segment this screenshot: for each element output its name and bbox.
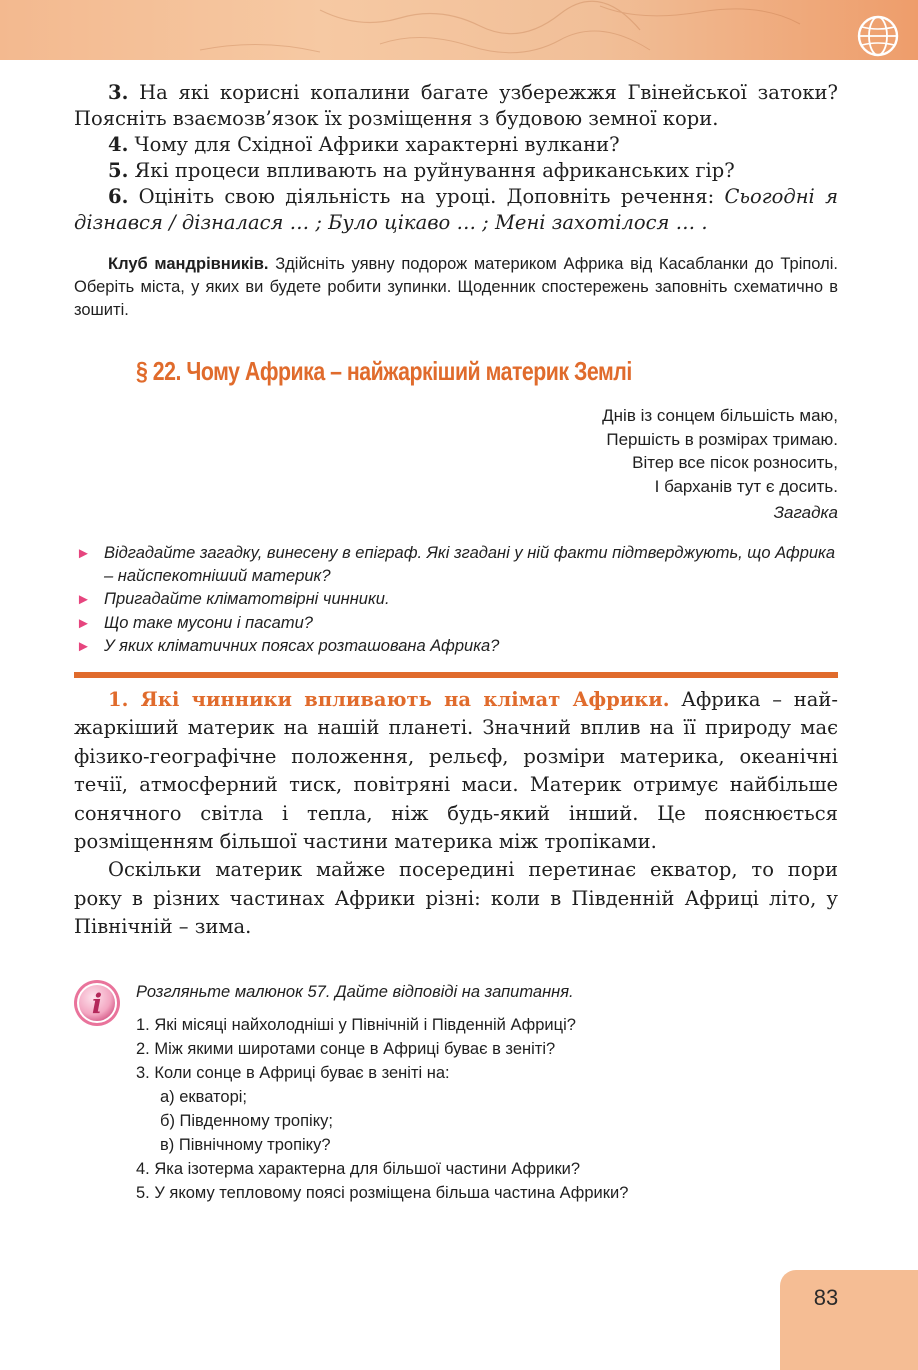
arrow-right-icon: ► bbox=[76, 591, 91, 609]
epigraph bbox=[418, 404, 838, 525]
info-icon bbox=[72, 978, 122, 1028]
epigraph-line: І барханів тут є досить. bbox=[654, 476, 838, 496]
question-5: 5. Які процеси впливають на руйнування африканських гір? bbox=[108, 159, 735, 182]
question-6: 6. Оцініть свою діяльність на уроці. Доповніть речення: Сьогодні я дізнався / дізналася … ; Було цікаво … ; Мені захотілося … . bbox=[74, 185, 838, 234]
list-item: 2. Між якими широтами сонце в Африці буває в зеніті? bbox=[136, 1040, 556, 1058]
prompt-item: ► Пригадайте кліматотвірні чинники. bbox=[74, 588, 844, 611]
arrow-right-icon: ► bbox=[76, 637, 91, 655]
club-label: Клуб мандрівників. bbox=[108, 255, 269, 273]
subsection-heading: 1. Які чинники впливають на клімат Африки. bbox=[108, 688, 670, 711]
epigraph-line: Днів із сонцем більшість маю, bbox=[602, 406, 838, 425]
header-banner bbox=[0, 0, 918, 60]
list-item: а) екваторі; bbox=[160, 1088, 248, 1106]
warmup-prompts bbox=[74, 542, 844, 658]
review-questions bbox=[74, 80, 838, 236]
prompt-item: ► Відгадайте загадку, винесену в епіграф. Які згадані у ній факти підтверджують, що Африка – найспекотніший материк? bbox=[76, 544, 836, 586]
list-item: 3. Коли сонце в Африці буває в зеніті на: bbox=[136, 1064, 450, 1082]
arrow-right-icon: ► bbox=[76, 614, 91, 632]
page-number: 83 bbox=[813, 1285, 839, 1310]
globe-icon bbox=[856, 14, 900, 58]
task-instruction: Розгляньте малюнок 57. Дайте відповіді на запитання. bbox=[136, 983, 574, 1001]
section-title: § 22. Чому Африка – найжаркіший материк Землі bbox=[136, 356, 632, 386]
list-item: 5. У якому тепловому поясі розміщена більша частина Африки? bbox=[136, 1184, 629, 1202]
list-item: 4. Яка ізотерма характерна для більшої частини Африки? bbox=[136, 1160, 581, 1178]
question-4: 4. Чому для Східної Африки характерні вулкани? bbox=[108, 133, 620, 156]
section-divider bbox=[74, 672, 838, 678]
club-text: Здійсніть уявну подорож материком Африка від Касабланки до Тріполі. Оберіть міста, у яких ви будете робити зупинки. Щоденник спостережень заповніть схематично в зошиті. bbox=[74, 255, 838, 319]
question-3: 3. На які корисні копалини багате узбережжя Гвінейської затоки? Поясніть взаємозв’язок їх розміщення з будовою земної кори. bbox=[74, 81, 838, 130]
arrow-right-icon: ► bbox=[76, 545, 91, 562]
epigraph-line: Першість в розмірах тримаю. bbox=[606, 429, 838, 449]
list-item: б) Південному тропіку; bbox=[160, 1112, 333, 1130]
section-body bbox=[74, 686, 838, 942]
map-texture bbox=[0, 0, 918, 60]
prompt-item: ► У яких кліматичних поясах розташована Африка? bbox=[74, 635, 844, 658]
paragraph-2: Оскільки материк майже посередині перетинає екватор, то пори року в різних частинах Африки різні: коли в Південній Африці літо, у Північній – зима. bbox=[74, 858, 838, 939]
task-questions bbox=[136, 1013, 836, 1205]
list-item: в) Північному тропіку? bbox=[160, 1136, 331, 1154]
epigraph-line: Вітер все пісок розносить, bbox=[632, 453, 838, 472]
list-item: 1. Які місяці найхолодніші у Північній і Південній Африці? bbox=[136, 1016, 576, 1034]
prompt-item: ► Що таке мусони і пасати? bbox=[74, 612, 844, 635]
svg-text:i: i bbox=[91, 989, 103, 1020]
paragraph-1: 1. Які чинники впливають на клімат Африки. Африка – найжаркіший материк на нашій планеті. Значний вплив на її природу має фізико-географічне положення, рельєф, розміри материка, океанічні течії, атмосферний тиск, повітряні маси. Материк отримує найбільше сонячного світла і тепла, ніж будь-який інший. Це пояснюється розміщенням більшої частини материка між тропіками. bbox=[74, 688, 838, 854]
map-task bbox=[136, 981, 836, 1205]
travellers-club bbox=[74, 253, 838, 322]
epigraph-source: Загадка bbox=[773, 503, 838, 522]
